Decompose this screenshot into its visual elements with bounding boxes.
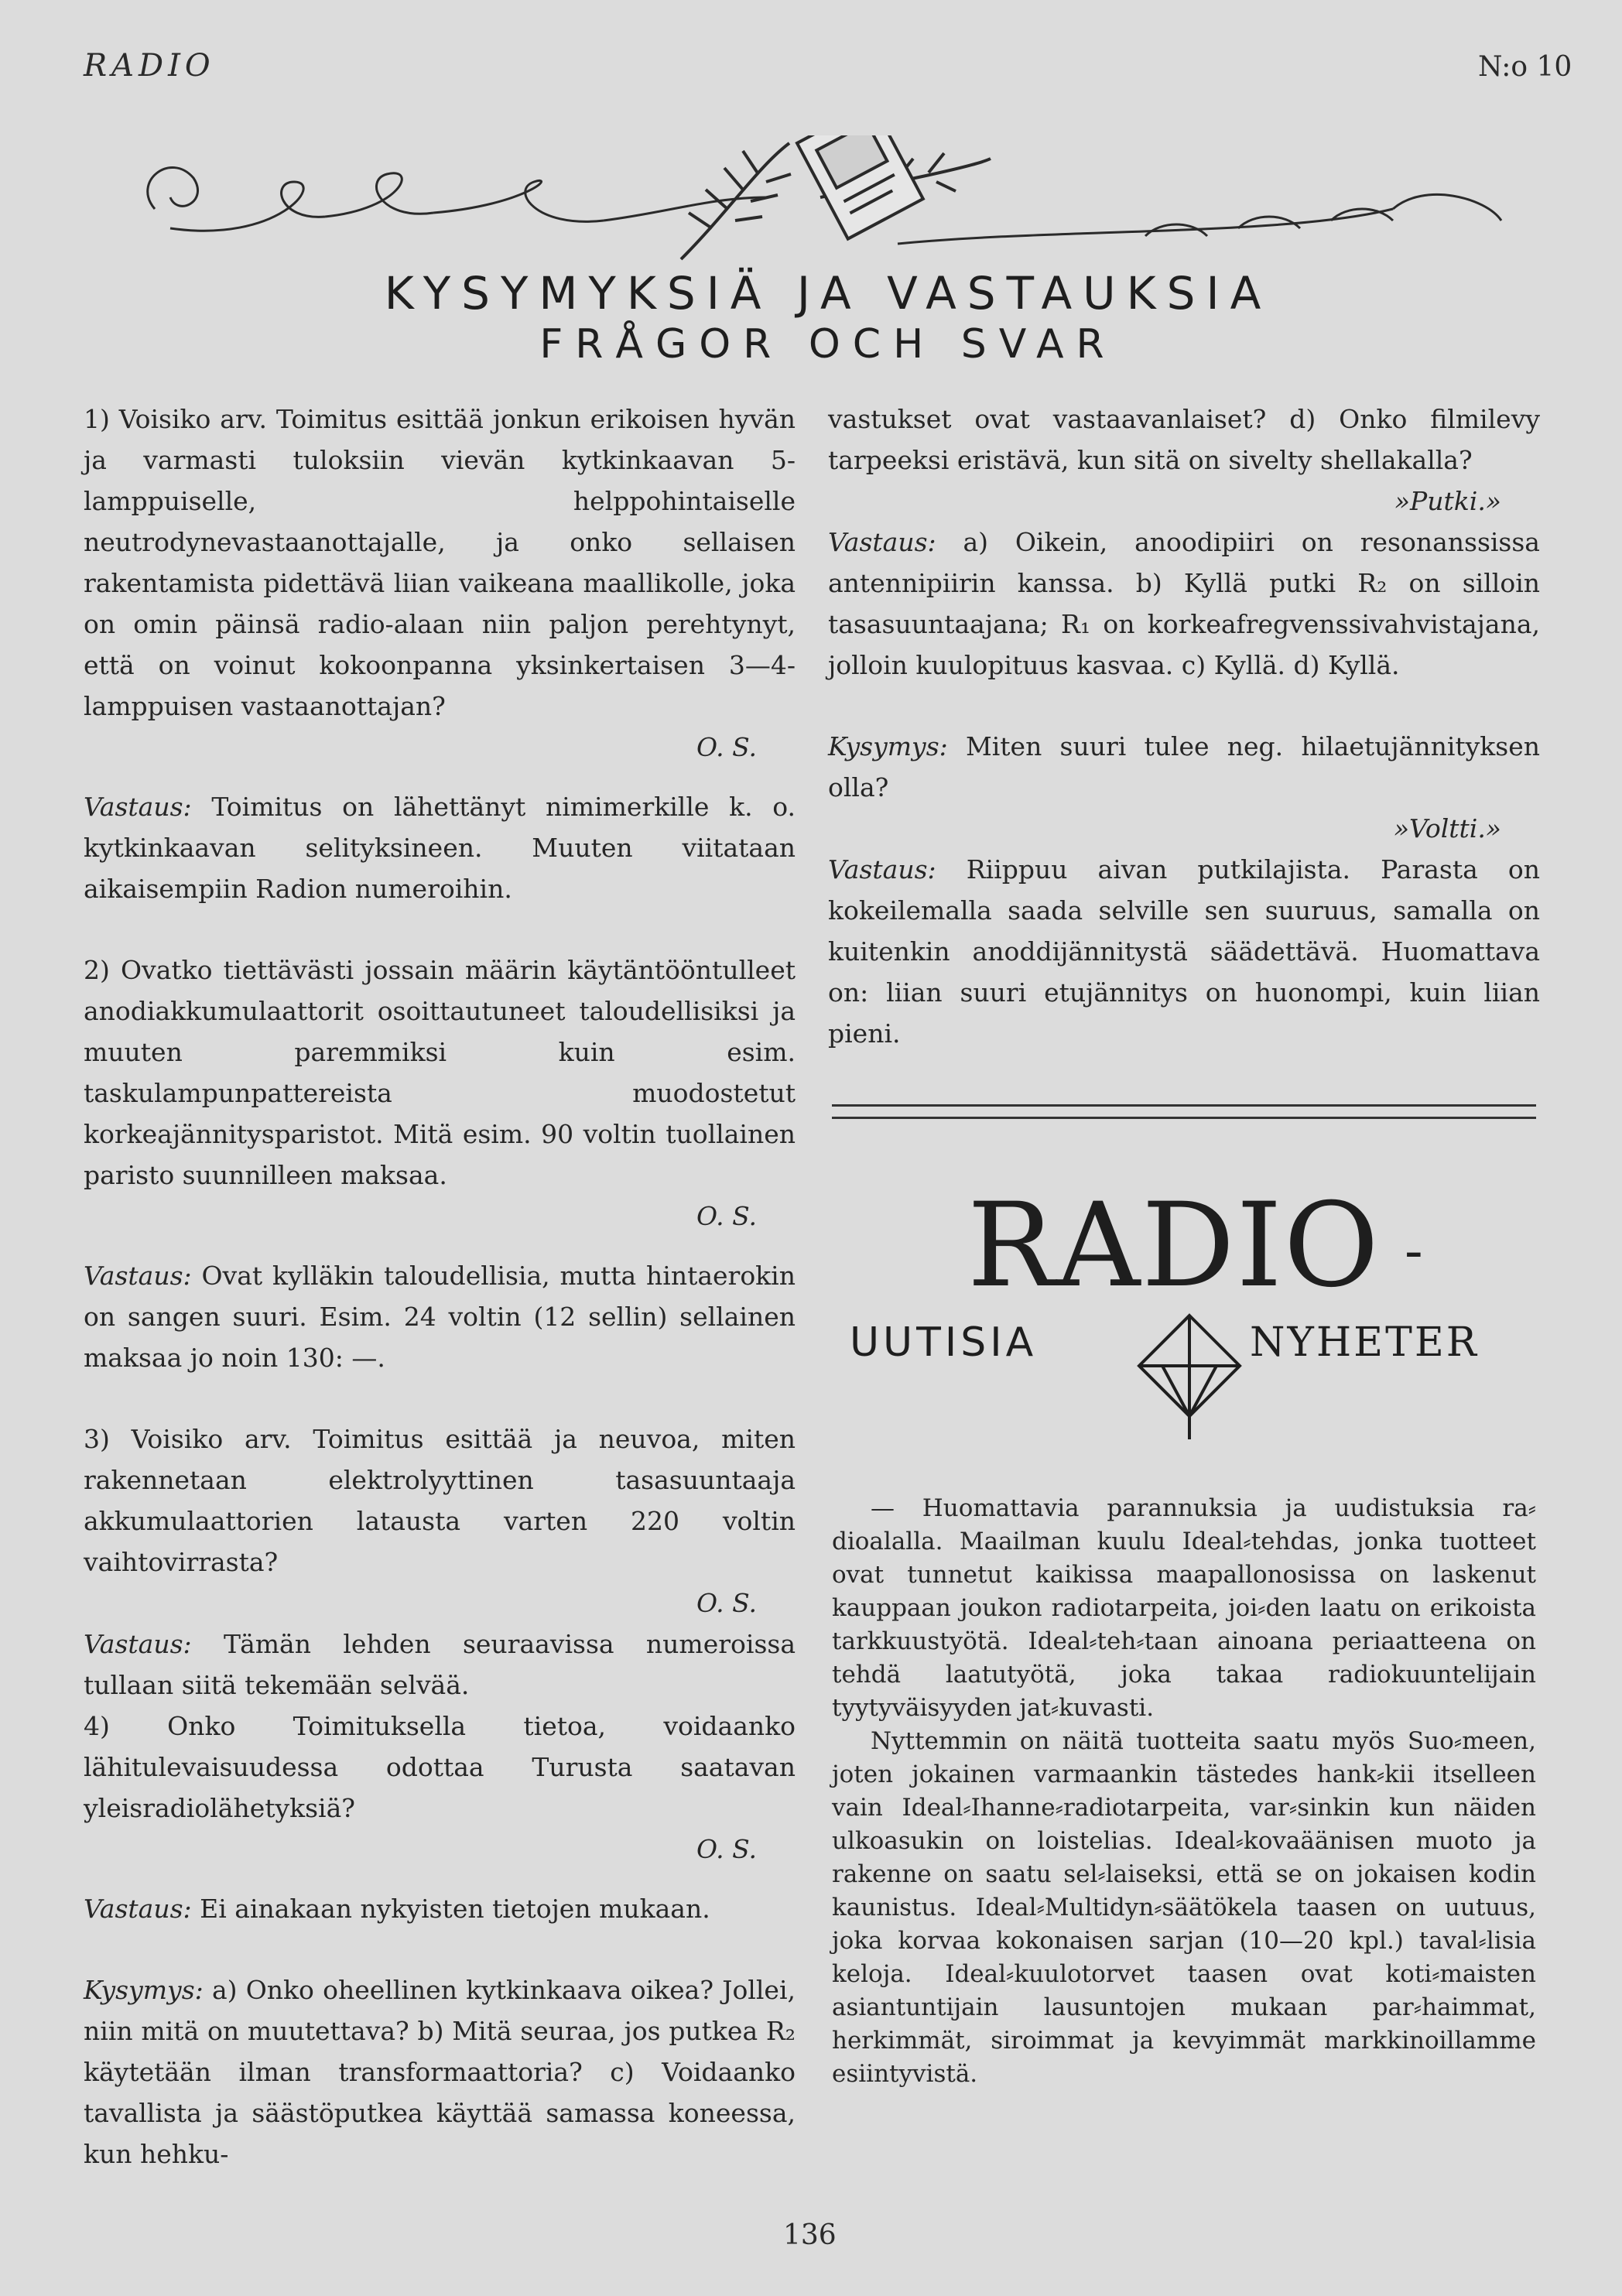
answer-6: Vastaus: Riippuu aivan putkilajista. Parasta on kokeilemalla saada selville sen suuruus, samalla on kuitenkin anoddijännitystä säädettävä. Huomattava on: liian suuri etujännitys on huonompi, kuin liian pieni.	[828, 854, 1540, 1049]
answer-3: Vastaus: Tämän lehden seuraavissa numeroissa tullaan siitä tekemään selvää.	[84, 1629, 796, 1700]
radio-news-logo-left: UUTISIA	[850, 1319, 1038, 1366]
radio-news-logo-dash: -	[1405, 1219, 1423, 1282]
divider-rule	[832, 1104, 1536, 1107]
answer-label: Vastaus:	[84, 792, 192, 822]
answer-label: Vastaus:	[84, 1629, 192, 1659]
answer-5: Vastaus: a) Oikein, anoodipiiri on resonanssissa antennipiirin kanssa. b) Kyllä putki R₂ on silloin tasasuuntaajana; R₁ on korkeafregvenssivahvistajana, jolloin kuulopituus kasvaa. c) Kyllä. d) Kyllä.	[828, 527, 1540, 680]
question-2: 2) Ovatko tiettävästi jossain määrin käytäntööntulleet anodiakkumulaattorit osoittautuneet taloudellisiksi ja muuten paremmiksi kuin esim. taskulampunpattereista muodostetut korkeajännitysparistot. Mitä esim. 90 voltin tuollainen paristo suunnilleen maksaa.	[84, 955, 796, 1190]
question-3-signature: O. S.	[696, 1588, 757, 1618]
answer-label: Vastaus:	[84, 1894, 192, 1924]
question-4: 4) Onko Toimituksella tietoa, voidaanko lähitulevaisuudessa odottaa Turusta saatavan yleisradiolähetyksiä?	[84, 1711, 796, 1823]
answer-label: Vastaus:	[828, 854, 936, 885]
page-number: 136	[783, 2219, 837, 2251]
news-paragraph-1: — Huomattavia parannuksia ja uudistuksia ra⸗dioalalla. Maailman kuulu Ideal⸗tehdas, jonka tuotteet ovat tunnetut kaikissa maapallonosissa on laskenut kauppaan joukon radiotarpeita, joi⸗den laatu on erikoista tarkkuustyötä. Ideal⸗teh⸗taan ainoana periaatteena on tehdä laatutyötä, joka takaa radiokuuntelijain tyytyväisyyden jat⸗kuvasti.	[832, 1494, 1536, 1722]
question-1-signature: O. S.	[696, 732, 757, 762]
question-5: Kysymys: a) Onko oheellinen kytkinkaava oikea? Jollei, niin mitä on muutettava? b) Mitä seuraa, jos putkea R₂ käytetään ilman transformaattoria? c) Voidaanko tavallista ja säästöputkea käyttää samassa koneessa, kun hehku-	[84, 1975, 796, 2169]
question-1: 1) Voisiko arv. Toimitus esittää jonkun erikoisen hyvän ja varmasti tuloksiin vievän kytkinkaavan 5-lamppuiselle, helppohintaiselle neutrodynevastaanottajalle, ja onko sellaisen rakentamista pidettävä liian vaikeana maallikolle, joka on omin päinsä radio-alaan niin paljon perehtynyt, että on voinut kokoonpanna yksinkertaisen 3—4-lamppuisen vastaanottajan?	[84, 404, 796, 721]
antenna-emblem-icon	[1131, 1308, 1247, 1447]
news-article	[832, 1492, 1536, 2091]
question-5-signature: »Putki.»	[1394, 486, 1501, 516]
answer-4: Vastaus: Ei ainakaan nykyisten tietojen mukaan.	[84, 1894, 710, 1924]
question-label: Kysymys:	[828, 731, 948, 761]
answer-2: Vastaus: Ovat kylläkin taloudellisia, mutta hintaerokin on sangen suuri. Esim. 24 voltin (12 sellin) sellainen maksaa jo noin 130: —.	[84, 1261, 796, 1373]
question-3: 3) Voisiko arv. Toimitus esittää ja neuvoa, miten rakennetaan elektrolyyttinen tasasuuntaaja akkumulaattorien latausta varten 220 voltin vaihtovirrasta?	[84, 1424, 796, 1577]
question-label: Kysymys:	[84, 1975, 204, 2005]
issue-number: N:o 10	[1478, 51, 1572, 83]
radio-news-logo-right: NYHETER	[1250, 1319, 1479, 1366]
radio-news-logo-title: RADIO	[967, 1179, 1381, 1313]
right-column	[828, 399, 1540, 1054]
question-6: Kysymys: Miten suuri tulee neg. hilaetujännityksen olla?	[828, 731, 1540, 802]
question-6-signature: »Voltti.»	[1393, 813, 1501, 843]
divider-rule	[832, 1117, 1536, 1119]
magazine-title: RADIO	[84, 48, 215, 84]
answer-1: Vastaus: Toimitus on lähettänyt nimimerkille k. o. kytkinkaavan selityksineen. Muuten viitataan aikaisempiin Radion numeroihin.	[84, 792, 796, 904]
answer-label: Vastaus:	[828, 527, 936, 557]
left-column	[84, 399, 796, 2175]
section-subheading: FRÅGOR OCH SVAR	[539, 321, 1117, 368]
section-heading: KYSYMYKSIÄ JA VASTAUKSIA	[384, 267, 1272, 320]
question-2-signature: O. S.	[696, 1201, 757, 1231]
question-5-continued: vastukset ovat vastaavanlaiset? d) Onko filmilevy tarpeeksi eristävä, kun sitä on sivelty shellakalla?	[828, 404, 1540, 475]
news-paragraph-2: Nyttemmin on näitä tuotteita saatu myös Suo⸗meen, joten jokainen varmaankin tästedes hank⸗kii itselleen vain Ideal⸗Ihanne⸗radiotarpeita, var⸗sinkin kun näiden ulkoasukin on loistelias. Ideal⸗kovaäänisen muoto ja rakenne on saatu sel⸗laiseksi, että se on jokaisen kodin kaunistus. Ideal⸗Multidyn⸗säätökela taasen on uutuus, joka korvaa kokonaisen sarjan (10—20 kpl.) taval⸗lisia keloja. Ideal⸗kuulotorvet taasen ovat koti⸗maisten asiantuntijain lausuntojen mukaan par⸗haimmat, herkimmät, siroimmat ja kevyimmät markkinoillamme esiintyvistä.	[832, 1727, 1536, 2088]
question-4-signature: O. S.	[696, 1834, 757, 1864]
answer-label: Vastaus:	[84, 1261, 192, 1291]
